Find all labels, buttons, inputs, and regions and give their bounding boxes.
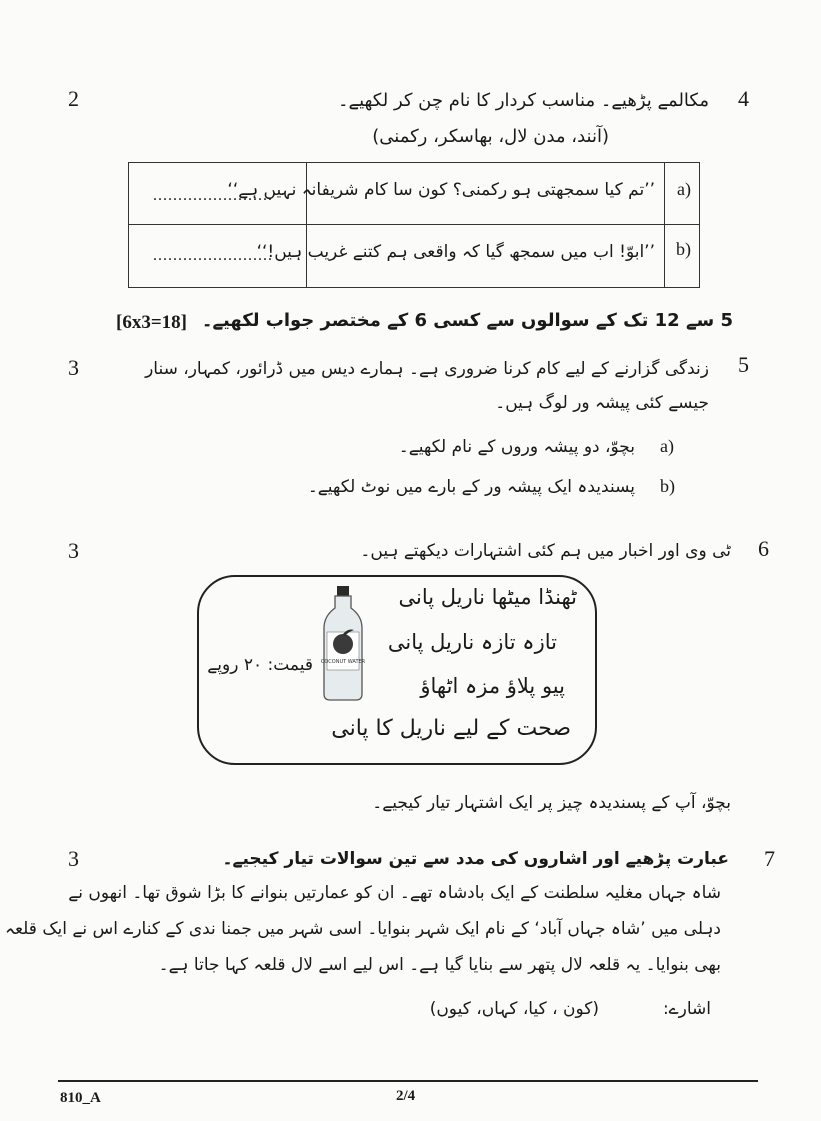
footer-rule xyxy=(58,1080,758,1082)
q4-dialogue-table xyxy=(128,162,700,288)
bottle-label: COCONUT WATER xyxy=(320,659,366,665)
coconut-water-bottle-image xyxy=(318,584,368,702)
q6-marks: 3 xyxy=(68,538,79,563)
q4-marks: 2 xyxy=(68,86,79,111)
q4-row-b-blank: ........................ xyxy=(153,247,273,264)
q7-number: 7 xyxy=(764,846,775,871)
q4-row-b-text: ’’ابوّ! اب میں سمجھ گیا کہ واقعی ہم کتنے غریب ہیں!‘‘ xyxy=(256,242,655,262)
ad-price: قیمت: ۲۰ روپے xyxy=(207,655,313,675)
q5-part-a-text: بچوّ، دو پیشہ وروں کے نام لکھیے۔ xyxy=(398,437,635,457)
q4-options: (آنند، مدن لال، بھاسکر، رکمنی) xyxy=(372,126,609,147)
q7-instruction: عبارت پڑھیے اور اشاروں کی مدد سے تین سوالات تیار کیجیے۔ xyxy=(222,849,729,869)
ad-line-3: پیو پلاؤ مزہ اٹھاؤ xyxy=(420,674,565,698)
q5-marks: 3 xyxy=(68,355,79,380)
q6-line1: ٹی وی اور اخبار میں ہم کئی اشتہارات دیکھتے ہیں۔ xyxy=(360,541,731,561)
q4-number: 4 xyxy=(738,86,749,111)
ad-line-2: تازہ تازہ ناریل پانی xyxy=(387,630,557,654)
q7-passage-line-3: بھی بنوایا۔ یہ قلعہ لال پتھر سے بنایا گیا ہے۔ اس لیے اسے لال قلعہ کہا جاتا ہے۔ xyxy=(158,955,721,975)
q5-part-b-letter: b) xyxy=(660,476,675,496)
q4-row-a-blank: ........................ xyxy=(153,187,273,204)
q5-part-a-letter: a) xyxy=(660,436,674,456)
q7-hints-label: اشارے: xyxy=(662,999,711,1019)
q6-task: بچوّ، آپ کے پسندیدہ چیز پر ایک اشتہار تیار کیجیے۔ xyxy=(372,793,731,813)
q5-number: 5 xyxy=(738,352,749,377)
q5-line2: جیسے کئی پیشہ ور لوگ ہیں۔ xyxy=(495,393,709,413)
q7-passage-line-1: شاہ جہاں مغلیہ سلطنت کے ایک بادشاہ تھے۔ ان کو عمارتیں بنوانے کا بڑا شوق تھا۔ انھوں نے xyxy=(68,883,721,903)
q6-number: 6 xyxy=(758,536,769,561)
q4-row-b-letter: b) xyxy=(676,239,691,259)
footer-page-number: 2/4 xyxy=(396,1088,416,1104)
q4-instruction: مکالمے پڑھیے۔ مناسب کردار کا نام چن کر لکھیے۔ xyxy=(337,90,709,111)
q7-passage-line-2: دہلی میں ’شاہ جہاں آباد‘ کے نام ایک شہر بنوایا۔ اسی شہر میں جمنا ندی کے کنارے اس نے ایک قلعہ xyxy=(5,919,721,939)
q5-part-b-text: پسندیدہ ایک پیشہ ور کے بارے میں نوٹ لکھیے۔ xyxy=(307,477,635,497)
q5-line1: زندگی گزارنے کے لیے کام کرنا ضروری ہے۔ ہمارے دیس میں ڈرائور، کمہار، سنار xyxy=(145,359,709,379)
q7-marks: 3 xyxy=(68,846,79,871)
section-instruction: 5 سے 12 تک کے سوالوں سے کسی 6 کے مختصر جواب لکھیے۔ xyxy=(201,310,733,331)
q4-row-a-letter: a) xyxy=(677,179,691,199)
ad-line-4: صحت کے لیے ناریل کا پانی xyxy=(331,716,571,741)
q7-hints: (کون ، کیا، کہاں، کیوں) xyxy=(429,999,599,1019)
q4-row-a-text: ’’تم کیا سمجھتی ہو رکمنی؟ کون سا کام شریفانہ نہیں ہے‘‘ xyxy=(227,180,655,200)
ad-line-1: ٹھنڈا میٹھا ناریل پانی xyxy=(398,585,577,609)
footer-paper-code: 810_A xyxy=(60,1090,101,1106)
section-marks: [6x3=18] xyxy=(116,312,187,333)
